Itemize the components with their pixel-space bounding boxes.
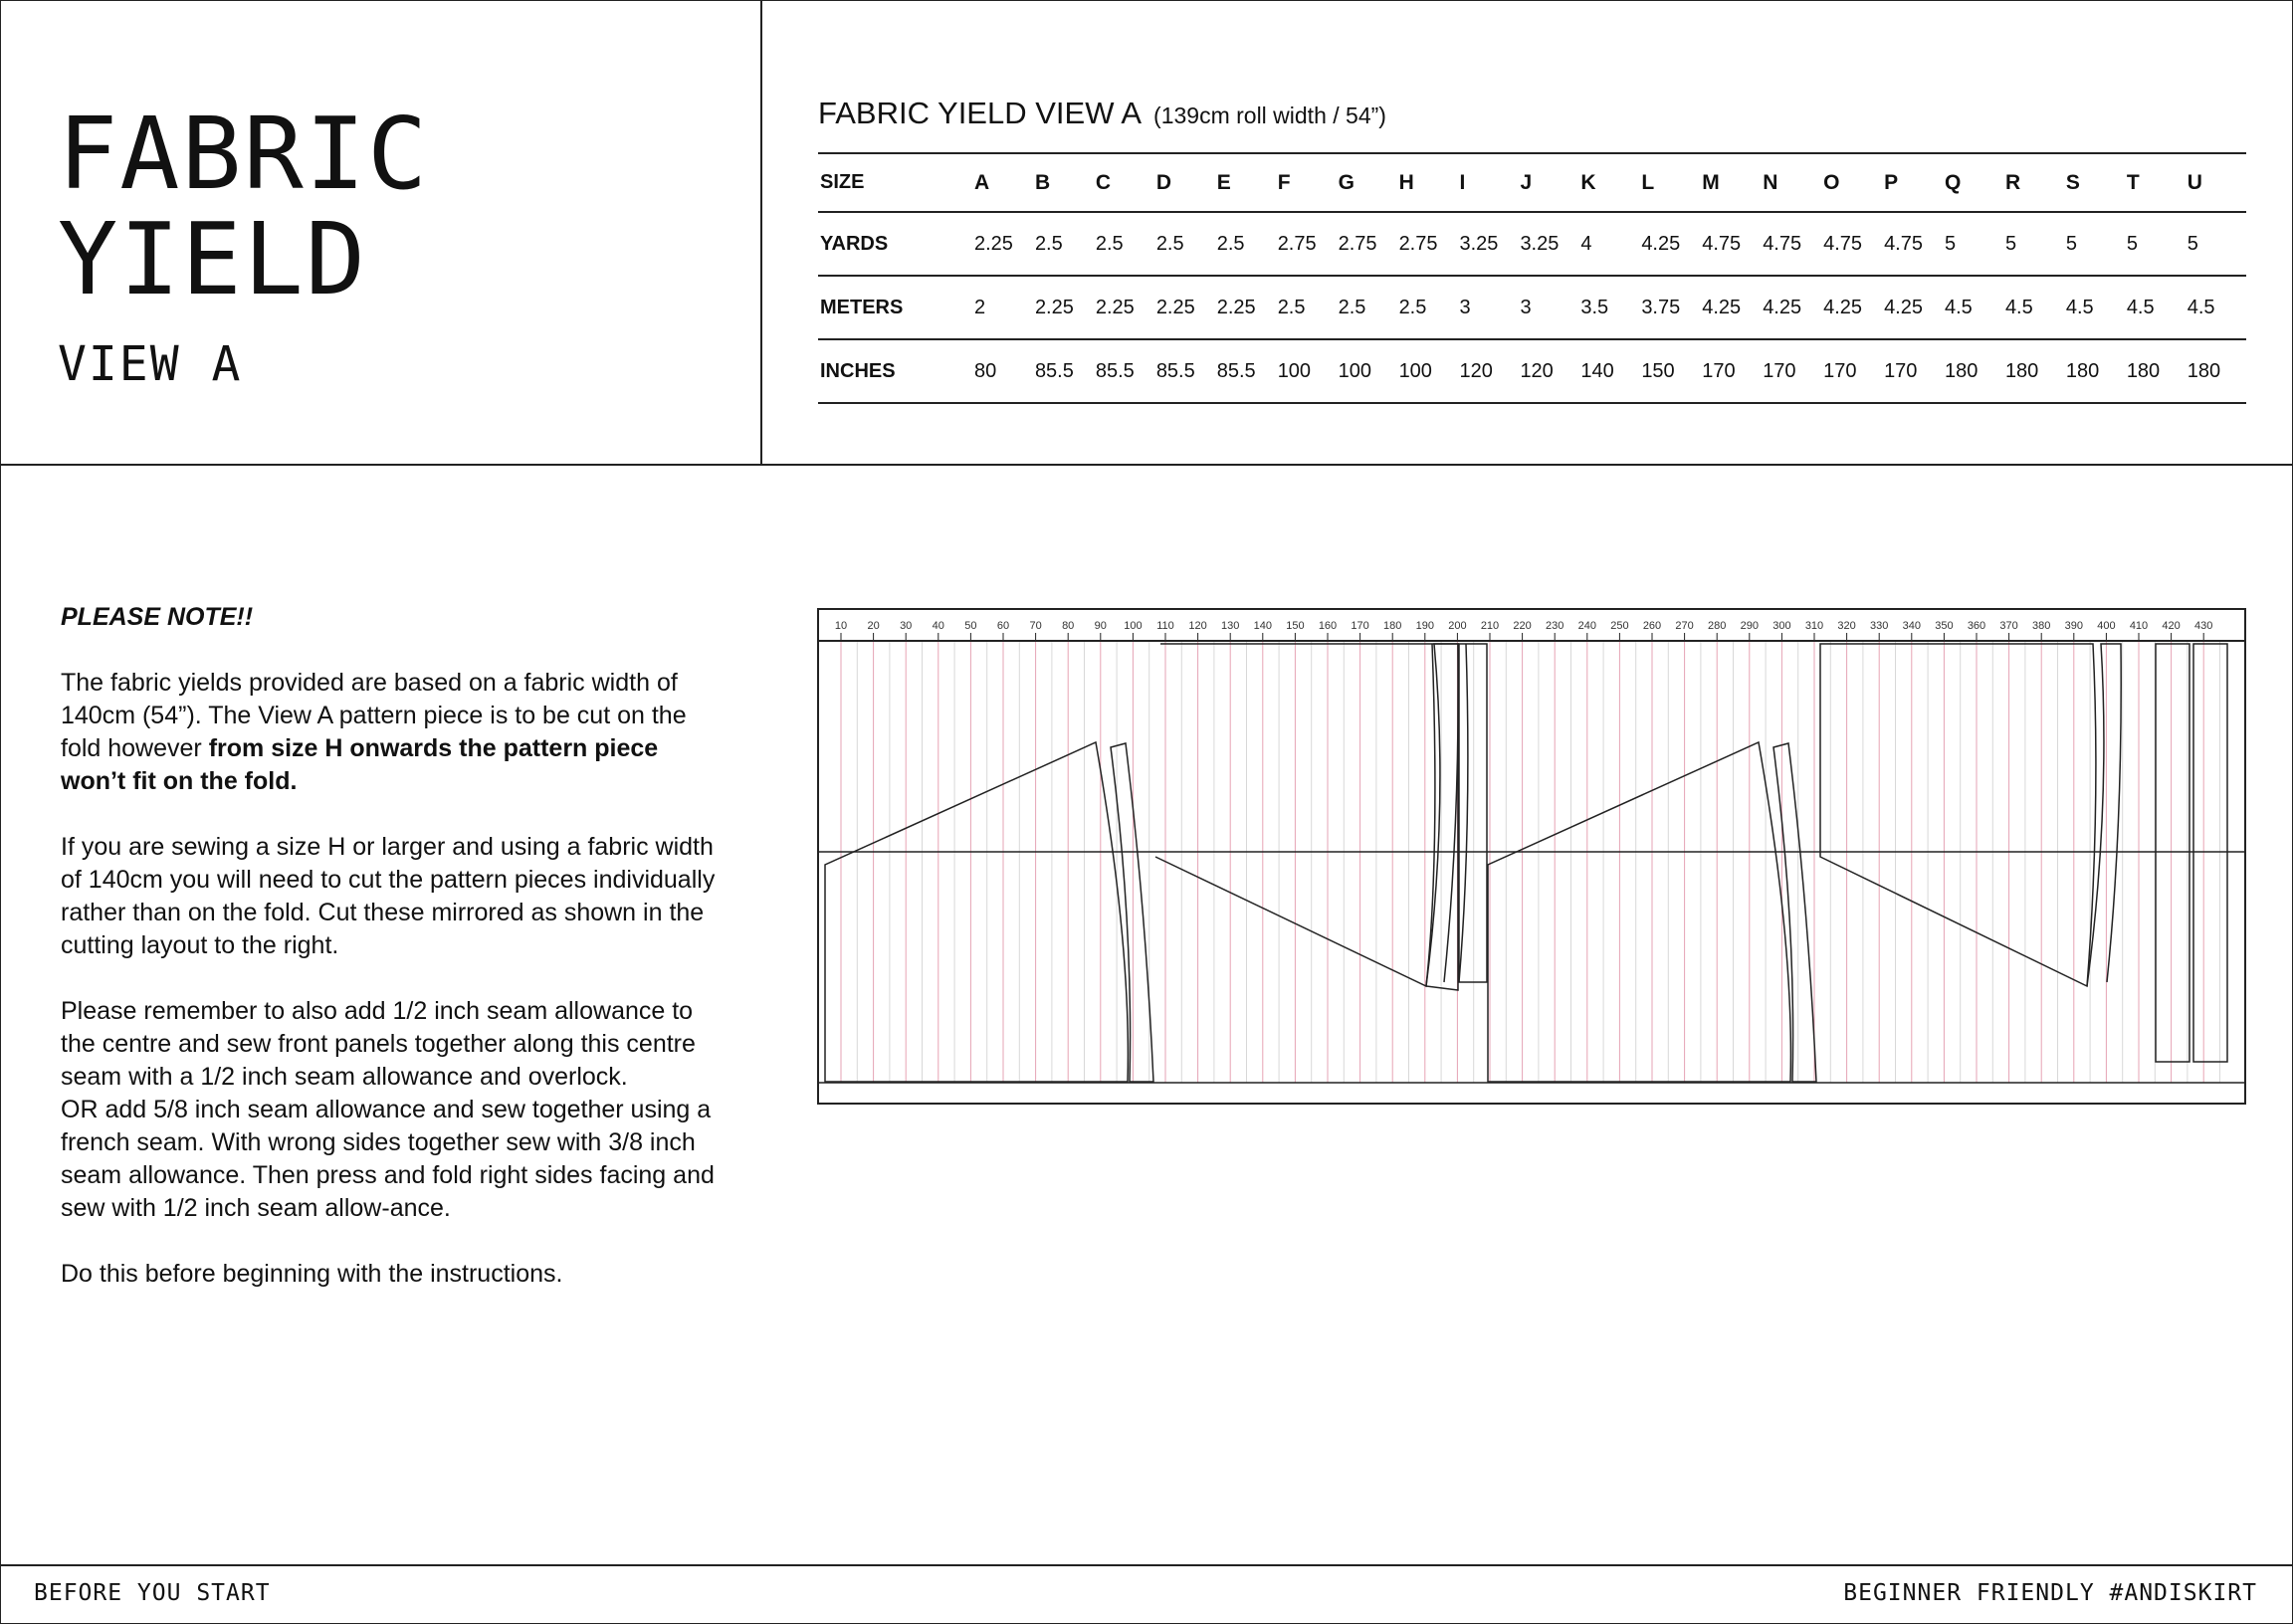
notes-paragraph-1-bold: from size H onwards the pattern piece won’t fit on the fold. bbox=[61, 734, 659, 795]
footer-section-label: BEFORE YOU START bbox=[34, 1580, 271, 1606]
ruler-label: 60 bbox=[996, 620, 1010, 632]
yield-table-title-note: (139cm roll width / 54”) bbox=[1153, 102, 1386, 128]
size-header-b: B bbox=[1033, 153, 1094, 212]
ruler-label: 280 bbox=[1708, 620, 1727, 632]
yield-table-title-text: FABRIC YIELD VIEW A bbox=[818, 96, 1143, 130]
notes-paragraph-3-line-1: Please remember to also add 1/2 inch seam allowance to the centre and sew front panels together along this centre seam with a 1/2 inch seam allowance and overlock. bbox=[61, 997, 696, 1091]
size-header-j: J bbox=[1518, 153, 1578, 212]
ruler-label: 100 bbox=[1124, 620, 1143, 632]
ruler-label: 120 bbox=[1188, 620, 1207, 632]
pattern-piece-front-2 bbox=[1488, 742, 1790, 1082]
yield-cell: 100 bbox=[1276, 339, 1337, 403]
yield-cell: 3 bbox=[1458, 276, 1519, 339]
notes-paragraph-4: Do this before beginning with the instructions. bbox=[61, 1260, 563, 1288]
yield-cell: 180 bbox=[2186, 339, 2246, 403]
yield-cell: 5 bbox=[2064, 212, 2125, 276]
pattern-piece-back-1-edge bbox=[1155, 644, 1458, 986]
ruler-label: 240 bbox=[1577, 620, 1596, 632]
cutting-layout-outlines bbox=[818, 609, 2245, 1104]
yield-cell: 170 bbox=[1882, 339, 1943, 403]
size-header-k: K bbox=[1578, 153, 1639, 212]
yield-cell: 180 bbox=[2003, 339, 2064, 403]
size-header-u: U bbox=[2186, 153, 2246, 212]
yield-cell: 170 bbox=[1700, 339, 1761, 403]
ruler-label: 270 bbox=[1675, 620, 1694, 632]
ruler-label: 380 bbox=[2032, 620, 2051, 632]
ruler-label: 150 bbox=[1286, 620, 1305, 632]
yield-cell: 100 bbox=[1397, 339, 1458, 403]
yield-cell: 2.25 bbox=[972, 212, 1033, 276]
yield-cell: 85.5 bbox=[1154, 339, 1215, 403]
ruler-label: 160 bbox=[1318, 620, 1338, 632]
page-title-line-2: YIELD bbox=[58, 201, 368, 317]
yield-cell: 100 bbox=[1337, 339, 1397, 403]
cutting-layout-diagram bbox=[817, 608, 2246, 1106]
yield-cell: 4.25 bbox=[1761, 276, 1821, 339]
footer-divider bbox=[0, 1564, 2293, 1566]
ruler-label: 90 bbox=[1094, 620, 1107, 632]
pattern-piece-back-1 bbox=[1160, 644, 1458, 990]
yield-cell: 4.5 bbox=[2064, 276, 2125, 339]
yield-cell: 85.5 bbox=[1094, 339, 1154, 403]
ruler-label: 310 bbox=[1804, 620, 1824, 632]
yield-cell: 120 bbox=[1458, 339, 1519, 403]
yield-cell: 2.25 bbox=[1033, 276, 1094, 339]
footer-tagline: BEGINNER FRIENDLY #ANDISKIRT bbox=[1843, 1580, 2257, 1606]
ruler-label: 10 bbox=[834, 620, 848, 632]
ruler-label: 250 bbox=[1610, 620, 1629, 632]
ruler-label: 80 bbox=[1062, 620, 1075, 632]
yield-cell: 2.75 bbox=[1276, 212, 1337, 276]
yield-cell: 2.5 bbox=[1033, 212, 1094, 276]
size-row-label: SIZE bbox=[818, 153, 972, 212]
yield-cell: 2.5 bbox=[1337, 276, 1397, 339]
ruler-label: 190 bbox=[1415, 620, 1434, 632]
ruler-label: 170 bbox=[1351, 620, 1369, 632]
yield-cell: 2.25 bbox=[1094, 276, 1154, 339]
yield-cell: 5 bbox=[2186, 212, 2246, 276]
ruler-label: 210 bbox=[1480, 620, 1500, 632]
size-header-s: S bbox=[2064, 153, 2125, 212]
ruler-label: 370 bbox=[1999, 620, 2018, 632]
yield-row-meters bbox=[818, 276, 2246, 339]
yield-cell: 4.5 bbox=[1943, 276, 2003, 339]
ruler-label: 300 bbox=[1772, 620, 1791, 632]
yield-cell: 170 bbox=[1821, 339, 1882, 403]
size-header-m: M bbox=[1700, 153, 1761, 212]
ruler-label: 110 bbox=[1156, 620, 1174, 632]
size-header-l: L bbox=[1639, 153, 1700, 212]
yield-cell: 4.25 bbox=[1639, 212, 1700, 276]
yield-row-inches bbox=[818, 339, 2246, 403]
size-header-d: D bbox=[1154, 153, 1215, 212]
yield-cell: 2.5 bbox=[1215, 212, 1276, 276]
ruler-label: 420 bbox=[2162, 620, 2181, 632]
yield-table-size-row bbox=[818, 153, 2246, 212]
yield-cell: 85.5 bbox=[1033, 339, 1094, 403]
ruler-label: 20 bbox=[867, 620, 880, 632]
page-subtitle: VIEW A bbox=[58, 336, 243, 392]
ruler-label: 390 bbox=[2064, 620, 2083, 632]
notes-section bbox=[61, 601, 728, 1323]
cutting-layout-grid bbox=[841, 641, 2220, 1083]
size-header-t: T bbox=[2125, 153, 2186, 212]
yield-cell: 4.5 bbox=[2125, 276, 2186, 339]
pattern-piece-back-2-edge bbox=[2087, 644, 2121, 986]
pattern-piece-back-2 bbox=[1820, 644, 2096, 986]
notes-paragraph-3 bbox=[61, 995, 728, 1225]
page-title bbox=[58, 96, 430, 317]
ruler-label: 350 bbox=[1935, 620, 1954, 632]
yield-cell: 120 bbox=[1518, 339, 1578, 403]
ruler-label: 40 bbox=[932, 620, 944, 632]
pattern-piece-waistband-1 bbox=[2156, 644, 2189, 1062]
size-header-e: E bbox=[1215, 153, 1276, 212]
notes-heading: PLEASE NOTE!! bbox=[61, 603, 254, 631]
size-header-c: C bbox=[1094, 153, 1154, 212]
yield-cell: 170 bbox=[1761, 339, 1821, 403]
yield-cell: 5 bbox=[2003, 212, 2064, 276]
ruler-label: 400 bbox=[2097, 620, 2116, 632]
notes-paragraph-2: If you are sewing a size H or larger and using a fabric width of 140cm you will need to cut the pattern pieces individually rather than on the fold. Cut these mirrored as shown in the cutting layout to the right. bbox=[61, 833, 716, 959]
yield-cell: 2.75 bbox=[1397, 212, 1458, 276]
yield-cell: 4.5 bbox=[2186, 276, 2246, 339]
fabric-yield-table bbox=[818, 152, 2246, 404]
yield-row-label: INCHES bbox=[818, 339, 972, 403]
page-title-line-1: FABRIC bbox=[58, 96, 430, 212]
yield-cell: 3.25 bbox=[1518, 212, 1578, 276]
yield-cell: 4.75 bbox=[1882, 212, 1943, 276]
ruler-label: 220 bbox=[1513, 620, 1532, 632]
size-header-f: F bbox=[1276, 153, 1337, 212]
yield-cell: 5 bbox=[1943, 212, 2003, 276]
yield-cell: 4.75 bbox=[1821, 212, 1882, 276]
yield-cell: 85.5 bbox=[1215, 339, 1276, 403]
ruler-label: 340 bbox=[1902, 620, 1921, 632]
yield-cell: 4.25 bbox=[1882, 276, 1943, 339]
pattern-piece-front-1 bbox=[825, 742, 1128, 1082]
yield-cell: 2.5 bbox=[1154, 212, 1215, 276]
notes-paragraph-3-line-2: OR add 5/8 inch seam allowance and sew together using a french seam. With wrong sides together sew with 3/8 inch seam allowance. Then press and fold right sides facing and sew with 1/2 inch seam allow-ance. bbox=[61, 1096, 715, 1222]
header-divider bbox=[0, 464, 2293, 466]
yield-cell: 2.25 bbox=[1154, 276, 1215, 339]
size-header-r: R bbox=[2003, 153, 2064, 212]
ruler-label: 230 bbox=[1546, 620, 1564, 632]
size-header-a: A bbox=[972, 153, 1033, 212]
yield-row-yards bbox=[818, 212, 2246, 276]
ruler-label: 50 bbox=[964, 620, 977, 632]
ruler-label: 260 bbox=[1642, 620, 1662, 632]
ruler-label: 200 bbox=[1448, 620, 1467, 632]
yield-row-label: METERS bbox=[818, 276, 972, 339]
pattern-piece-waistband-2 bbox=[2193, 644, 2227, 1062]
fabric-outline bbox=[818, 609, 2245, 1104]
size-header-i: I bbox=[1458, 153, 1519, 212]
ruler-label: 360 bbox=[1967, 620, 1986, 632]
yield-cell: 4 bbox=[1578, 212, 1639, 276]
yield-cell: 180 bbox=[2125, 339, 2186, 403]
size-header-h: H bbox=[1397, 153, 1458, 212]
size-header-g: G bbox=[1337, 153, 1397, 212]
yield-cell: 2 bbox=[972, 276, 1033, 339]
yield-cell: 4.75 bbox=[1700, 212, 1761, 276]
yield-cell: 4.5 bbox=[2003, 276, 2064, 339]
ruler-label: 30 bbox=[900, 620, 913, 632]
yield-cell: 3.5 bbox=[1578, 276, 1639, 339]
yield-cell: 4.25 bbox=[1821, 276, 1882, 339]
ruler-label: 330 bbox=[1870, 620, 1889, 632]
yield-cell: 3 bbox=[1518, 276, 1578, 339]
ruler-label: 180 bbox=[1383, 620, 1402, 632]
yield-cell: 3.75 bbox=[1639, 276, 1700, 339]
size-header-p: P bbox=[1882, 153, 1943, 212]
yield-cell: 180 bbox=[2064, 339, 2125, 403]
pattern-piece-side-2 bbox=[1773, 743, 1816, 1082]
ruler-label: 70 bbox=[1029, 620, 1042, 632]
ruler-label: 140 bbox=[1253, 620, 1272, 632]
yield-table-title bbox=[818, 96, 1386, 131]
yield-cell: 180 bbox=[1943, 339, 2003, 403]
cutting-layout-ruler bbox=[835, 620, 2213, 641]
ruler-label: 430 bbox=[2194, 620, 2213, 632]
header-column-divider bbox=[760, 0, 762, 465]
yield-row-label: YARDS bbox=[818, 212, 972, 276]
yield-cell: 80 bbox=[972, 339, 1033, 403]
size-header-n: N bbox=[1761, 153, 1821, 212]
size-header-q: Q bbox=[1943, 153, 2003, 212]
yield-cell: 2.5 bbox=[1276, 276, 1337, 339]
notes-paragraph-1 bbox=[61, 667, 728, 798]
yield-cell: 2.5 bbox=[1397, 276, 1458, 339]
pattern-piece-strip-1-curve bbox=[1459, 644, 1468, 982]
ruler-label: 290 bbox=[1740, 620, 1759, 632]
notes-paragraph-1-text: The fabric yields provided are based on a fabric width of 140cm (54”). The View A pattern piece is to be cut on the fold however bbox=[61, 669, 687, 762]
yield-cell: 140 bbox=[1578, 339, 1639, 403]
yield-cell: 4.75 bbox=[1761, 212, 1821, 276]
yield-cell: 2.5 bbox=[1094, 212, 1154, 276]
ruler-label: 320 bbox=[1837, 620, 1856, 632]
ruler-label: 410 bbox=[2129, 620, 2149, 632]
yield-cell: 2.75 bbox=[1337, 212, 1397, 276]
yield-cell: 5 bbox=[2125, 212, 2186, 276]
yield-cell: 3.25 bbox=[1458, 212, 1519, 276]
yield-cell: 150 bbox=[1639, 339, 1700, 403]
yield-cell: 4.25 bbox=[1700, 276, 1761, 339]
ruler-label: 130 bbox=[1221, 620, 1240, 632]
yield-cell: 2.25 bbox=[1215, 276, 1276, 339]
size-header-o: O bbox=[1821, 153, 1882, 212]
